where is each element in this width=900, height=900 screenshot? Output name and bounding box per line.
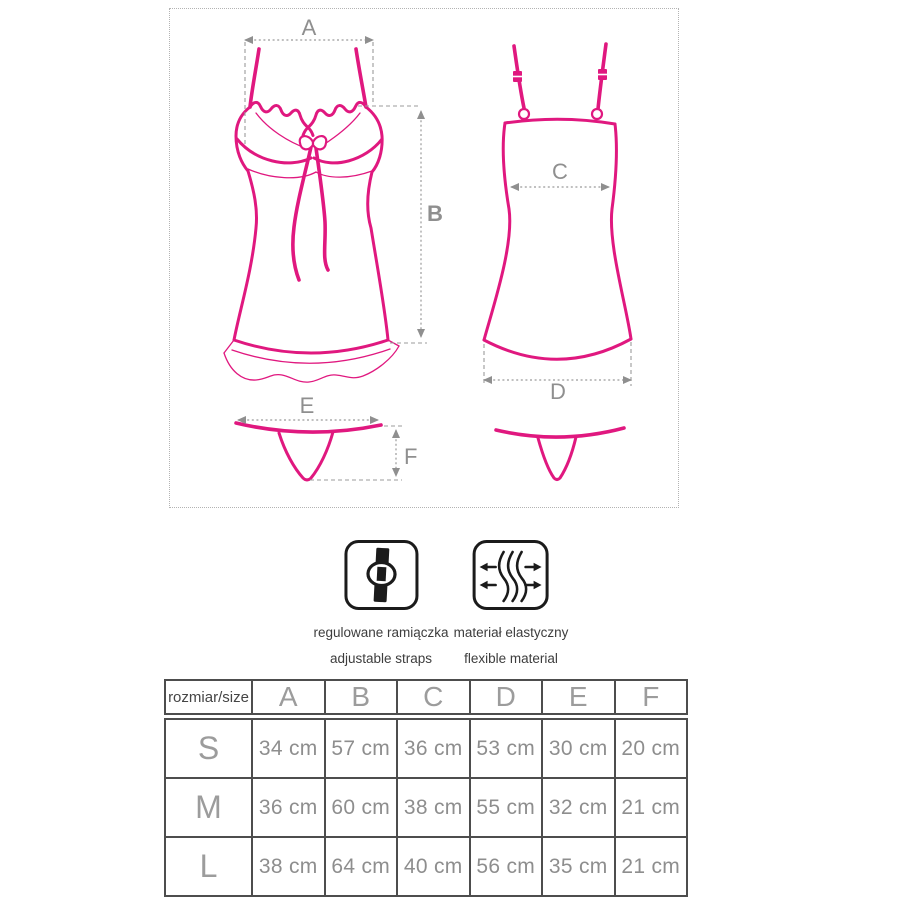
bow-detail — [300, 136, 327, 149]
value-l-d: 56 cm — [470, 837, 543, 896]
dimension-c — [511, 159, 609, 187]
value-l-f: 21 cm — [615, 837, 688, 896]
strap-ring-left — [519, 109, 529, 119]
value-m-f: 21 cm — [615, 778, 688, 837]
size-label-l: L — [165, 837, 252, 896]
value-m-b: 60 cm — [325, 778, 398, 837]
value-s-f: 20 cm — [615, 719, 688, 778]
dim-label-e: E — [299, 393, 315, 418]
value-m-a: 36 cm — [252, 778, 325, 837]
size-table — [164, 679, 688, 897]
value-l-b: 64 cm — [325, 837, 398, 896]
value-l-a: 38 cm — [252, 837, 325, 896]
header-col-a: A — [252, 680, 325, 714]
dim-label-b: B — [427, 201, 443, 226]
back-thong-drawing — [496, 428, 624, 480]
adjustable-straps-icon — [344, 540, 418, 610]
header-col-f: F — [615, 680, 688, 714]
size-label-s: S — [165, 719, 252, 778]
caption-material-pl: materiał elastyczny — [453, 625, 569, 640]
flexible-material-icon — [473, 540, 549, 610]
caption-straps-en: adjustable straps — [329, 651, 433, 666]
back-view-drawing — [484, 44, 631, 359]
flexible-material-icon-art — [476, 543, 546, 607]
header-col-b: B — [325, 680, 398, 714]
dim-label-f: F — [404, 444, 418, 469]
header-col-e: E — [542, 680, 615, 714]
value-s-d: 53 cm — [470, 719, 543, 778]
value-m-c: 38 cm — [397, 778, 470, 837]
dim-label-d: D — [550, 379, 566, 404]
value-s-a: 34 cm — [252, 719, 325, 778]
table-row-m — [165, 778, 687, 837]
size-table-header-row — [165, 680, 687, 714]
strap-ring-right — [592, 109, 602, 119]
value-s-b: 57 cm — [325, 719, 398, 778]
feature-adjustable-straps — [313, 540, 448, 667]
value-m-e: 32 cm — [542, 778, 615, 837]
garment-diagram-drawing — [170, 9, 678, 507]
size-table-body — [164, 718, 688, 897]
size-label-m: M — [165, 778, 252, 837]
table-row-s — [165, 719, 687, 778]
measurement-diagram-box — [169, 8, 679, 508]
value-l-e: 35 cm — [542, 837, 615, 896]
table-row-l — [165, 837, 687, 896]
caption-straps-pl: regulowane ramiączka — [313, 625, 449, 640]
front-thong-drawing — [236, 423, 381, 480]
size-table-header — [164, 679, 688, 715]
value-l-c: 40 cm — [397, 837, 470, 896]
dim-label-c: C — [552, 159, 568, 184]
value-s-e: 30 cm — [542, 719, 615, 778]
feature-flexible-material — [454, 540, 569, 667]
value-s-c: 36 cm — [397, 719, 470, 778]
header-col-c: C — [397, 680, 470, 714]
dim-label-a: A — [301, 15, 317, 40]
header-rozmiar-size: rozmiar/size — [165, 680, 252, 714]
caption-material-en: flexible material — [464, 651, 558, 666]
adjustable-straps-icon-art — [347, 543, 415, 607]
wavy-fabric-lines — [499, 552, 526, 601]
value-m-d: 55 cm — [470, 778, 543, 837]
header-col-d: D — [470, 680, 543, 714]
dimension-e — [238, 393, 378, 420]
